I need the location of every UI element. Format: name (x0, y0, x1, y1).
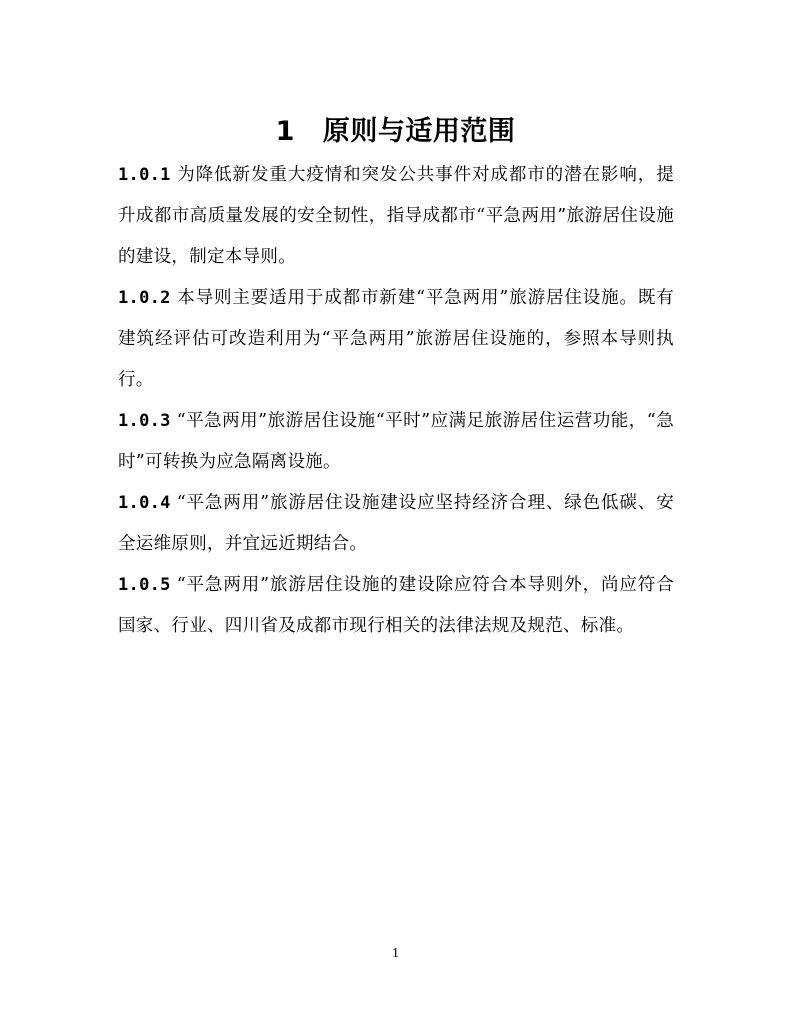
clause-text: 本导则主要适用于成都市新建“平急两用”旅游居住设施。既有建筑经评估可改造利用为“平急两用”旅游居住设施的，参照本导则执行。 (118, 288, 674, 390)
page-title (0, 112, 791, 152)
clause-number: 1.0.3 (118, 411, 171, 431)
clause-number: 1.0.1 (118, 165, 171, 185)
page-number: 1 (392, 946, 399, 961)
clause-text: “平急两用”旅游居住设施“平时”应满足旅游居住运营功能，“急时”可转换为应急隔离设施。 (118, 411, 674, 472)
clause-number: 1.0.2 (118, 288, 171, 308)
section-number: 1 (275, 116, 295, 148)
section-title: 原则与适用范围 (322, 116, 516, 148)
clause-1-0-4 (118, 483, 674, 565)
clause-number: 1.0.5 (118, 575, 171, 595)
clause-text: “平急两用”旅游居住设施建设应坚持经济合理、绿色低碳、安全运维原则，并宜远近期结合。 (118, 493, 674, 554)
clause-1-0-5 (118, 565, 674, 647)
clause-1-0-3 (118, 401, 674, 483)
clause-number: 1.0.4 (118, 493, 171, 513)
clause-1-0-1 (118, 155, 674, 278)
clause-text: 为降低新发重大疫情和突发公共事件对成都市的潜在影响，提升成都市高质量发展的安全韧性，指导成都市“平急两用”旅游居住设施的建设，制定本导则。 (118, 165, 674, 267)
clause-text: “平急两用”旅游居住设施的建设除应符合本导则外，尚应符合国家、行业、四川省及成都市现行相关的法律法规及规范、标准。 (118, 575, 674, 636)
clause-1-0-2 (118, 278, 674, 401)
clause-list (118, 155, 674, 647)
